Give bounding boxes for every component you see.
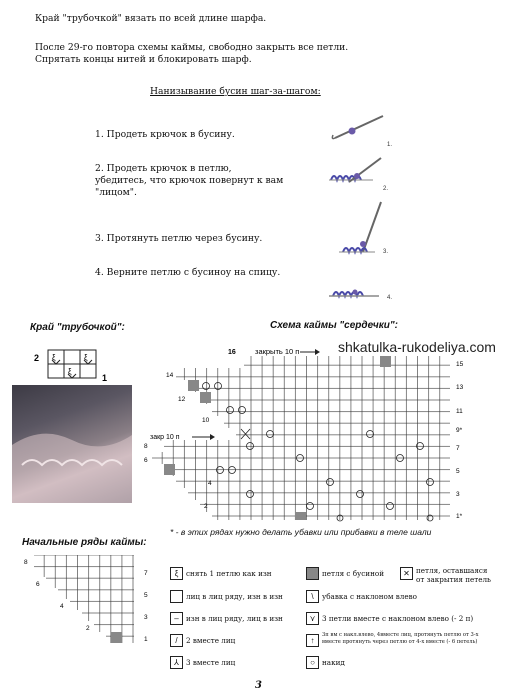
bead-step-2a: 2. Продеть крючок в петлю, bbox=[95, 163, 232, 174]
bead-step-3: 3. Протянуть петлю через бусину. bbox=[95, 233, 263, 244]
hook-illustration-3 bbox=[339, 202, 381, 252]
border-row-11: 11 bbox=[456, 408, 463, 415]
legend-ssk: убавка с наклоном влево bbox=[322, 592, 417, 601]
legend-slip: снять 1 петлю как изн bbox=[186, 569, 272, 578]
svg-text:ξ: ξ bbox=[68, 367, 72, 376]
hook-illustration-4 bbox=[329, 290, 379, 297]
border-row-15: 15 bbox=[456, 361, 464, 368]
edge-chart bbox=[30, 345, 110, 390]
start-row-1: 1 bbox=[144, 636, 148, 643]
start-row-2: 2 bbox=[86, 625, 90, 632]
ssk-symbol: \ bbox=[306, 590, 319, 603]
p3-symbol: ⋎ bbox=[306, 612, 319, 625]
bead-illustrations bbox=[325, 110, 405, 310]
scarf-photo bbox=[12, 385, 132, 503]
k3tog-symbol: ⅄ bbox=[170, 656, 183, 669]
border-note: * - в этих рядах нужно делать убавки или прибавки в теле шали bbox=[170, 527, 432, 537]
beads-title: Нанизывание бусин шаг-за-шагом: bbox=[150, 86, 321, 97]
border-row-8: 8 bbox=[144, 443, 148, 450]
border-title: Схема каймы "сердечки": bbox=[270, 320, 398, 331]
border-row-4: 4 bbox=[208, 480, 212, 487]
border-row-5: 5 bbox=[456, 468, 460, 475]
svg-text:ξ: ξ bbox=[84, 353, 88, 362]
border-row-2: 2 bbox=[204, 503, 208, 510]
hook-illustration-1 bbox=[332, 116, 383, 139]
border-row-13: 13 bbox=[456, 384, 464, 391]
border-row-3: 3 bbox=[456, 491, 460, 498]
border-row-9: 9* bbox=[456, 427, 463, 434]
start-row-5: 5 bbox=[144, 592, 148, 599]
yo-symbol: ○ bbox=[306, 656, 319, 669]
start-row-7: 7 bbox=[144, 570, 148, 577]
border-row-10: 10 bbox=[202, 417, 210, 424]
legend-purl: изн в лиц ряду, лиц в изн bbox=[186, 614, 283, 623]
fig-label-2: 2. bbox=[383, 186, 389, 192]
border-row-1: 1* bbox=[456, 513, 463, 520]
border-row-16: 16 bbox=[228, 349, 236, 356]
legend-p3: 3 петли вместе с наклоном влево (- 2 п) bbox=[322, 614, 474, 623]
bead-step-1: 1. Продеть крючок в бусину. bbox=[95, 129, 235, 140]
legend-left-1: петля, оставшаяся bbox=[416, 566, 488, 575]
start-row-4: 4 bbox=[60, 603, 64, 610]
edge-row-1: 1 bbox=[102, 373, 108, 383]
slip-symbol: ξ bbox=[170, 567, 183, 580]
legend-cdd: 3п вм с накл.влево, 4вместе лиц, протянуть петлю от 3-х вместе протянуть через петлю от 4-х вместе (- 6 петель) bbox=[322, 632, 479, 645]
svg-text:ξ: ξ bbox=[52, 353, 56, 362]
start-row-6: 6 bbox=[36, 581, 40, 588]
legend-bead: петля с бусиной bbox=[322, 569, 384, 578]
fig-label-1: 1. bbox=[387, 142, 393, 148]
start-row-3: 3 bbox=[144, 614, 148, 621]
legend-knit: лиц в лиц ряду, изн в изн bbox=[186, 592, 283, 601]
zakr-10-label: закр 10 п bbox=[150, 434, 180, 441]
border-row-6: 6 bbox=[144, 457, 148, 464]
edge-row-2: 2 bbox=[34, 353, 40, 363]
edge-title: Край "трубочкой": bbox=[30, 322, 125, 333]
legend-k3tog: 3 вместе лиц bbox=[186, 658, 236, 667]
intro-line-2: После 29-го повтора схемы каймы, свободно закрыть все петли. bbox=[35, 42, 349, 53]
border-row-14: 14 bbox=[166, 372, 174, 379]
bead-step-4: 4. Верните петлю с бусиноу на спицу. bbox=[95, 267, 281, 278]
bead-symbol bbox=[306, 567, 319, 580]
page-number: 3 bbox=[255, 680, 262, 691]
start-chart bbox=[22, 555, 160, 647]
hook-illustration-2 bbox=[329, 158, 381, 182]
purl-symbol: – bbox=[170, 612, 183, 625]
cdd-symbol: ↑ bbox=[306, 634, 319, 647]
fig-label-4: 4. bbox=[387, 295, 393, 301]
bead-step-2c: "лицом". bbox=[95, 187, 137, 198]
border-row-7: 7 bbox=[456, 445, 460, 452]
knit-symbol bbox=[170, 590, 183, 603]
start-title: Начальные ряды каймы: bbox=[22, 537, 147, 548]
watermark: shkatulka-rukodeliya.com bbox=[338, 339, 496, 355]
close-10-label: закрыть 10 п bbox=[255, 347, 300, 356]
border-chart bbox=[140, 342, 480, 522]
start-row-8: 8 bbox=[24, 559, 28, 566]
border-row-12: 12 bbox=[178, 396, 186, 403]
bead-step-2b: убедитесь, что крючок повернут к вам bbox=[95, 175, 284, 186]
intro-line-1: Край "трубочкой" вязать по всей длине шарфа. bbox=[35, 13, 267, 24]
legend-left-2: от закрытия петель bbox=[416, 575, 491, 584]
left-stitch-symbol: ✕ bbox=[400, 567, 413, 580]
legend-yo: накид bbox=[322, 658, 345, 667]
intro-line-3: Спрятать концы нитей и блокировать шарф. bbox=[35, 54, 252, 65]
k2tog-symbol: / bbox=[170, 634, 183, 647]
legend-k2tog: 2 вместе лиц bbox=[186, 636, 236, 645]
fig-label-3: 3. bbox=[383, 249, 389, 255]
